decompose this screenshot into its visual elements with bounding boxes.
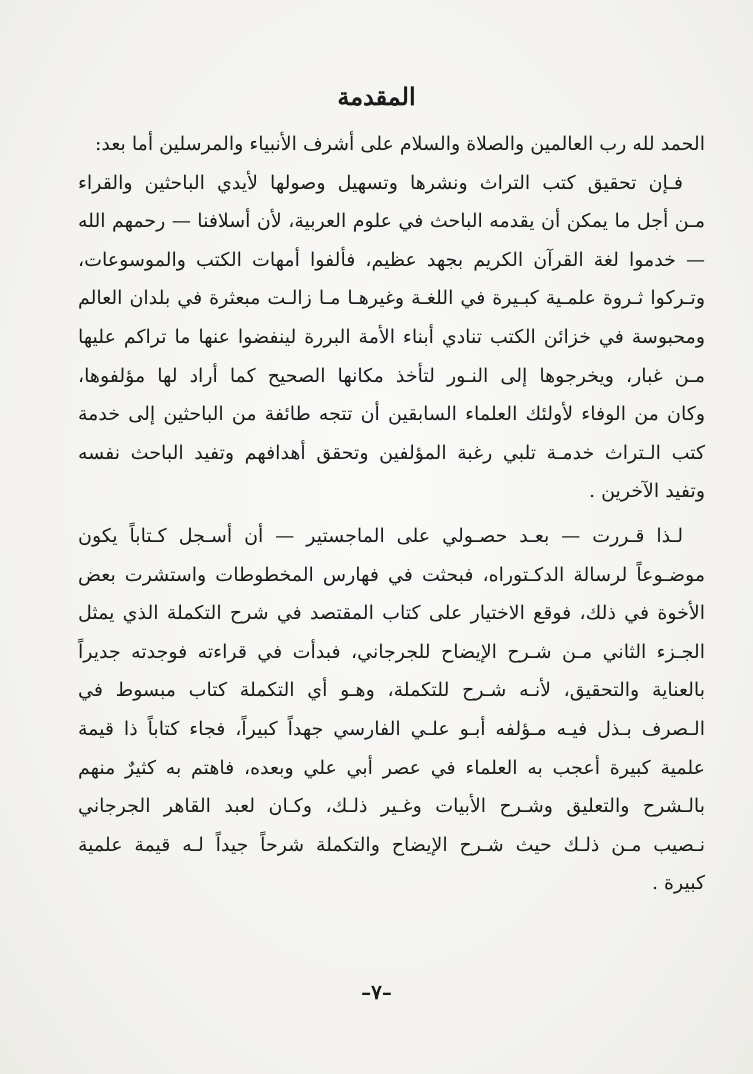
text-line: ومحبوسة في خزائن الكتب تنادي أبناء الأمة البررة لينفضوا عنها ما تراكم عليها xyxy=(78,325,705,348)
paragraph-decision xyxy=(78,517,705,903)
text-line: بالـشرح والتعليق وشـرح الأبيات وغـير ذلـك، وكـان لعبد القاهر الجرجاني xyxy=(78,795,705,818)
paragraph-opening xyxy=(78,125,705,164)
page-title: المقدمة xyxy=(337,82,416,111)
text-line: الـصرف بـذل فيـه مـؤلفه أبـو علـي الفارسي جهداً كبيراً، فجاء كتاباً ذا قيمة xyxy=(78,717,705,740)
text-line: الأخوة في ذلك، فوقع الاختيار على كتاب المقتصد في شرح التكملة الذي يمثل xyxy=(78,602,705,625)
text-line: فـإن تحقيق كتب التراث ونشرها وتسهيل وصولها لأيدي الباحثين والقراء xyxy=(78,171,683,194)
text-line: كتب الـتراث خدمـة تلبي رغبة المؤلفين وتحقق أهدافهم وتفيد الباحث نفسه xyxy=(78,441,705,464)
text-line: موضـوعاً لرسالة الدكـتوراه، فبحثت في فهارس المخطوطات واستشرت بعض xyxy=(78,563,705,586)
text-line: لـذا قـررت — بعـد حصـولي على الماجستير — أن أسـجل كـتاباً يكون xyxy=(78,524,683,547)
text-line: وكان من الوفاء لأولئك العلماء السابقين أن تتجه طائفة من الباحثين إلى خدمة xyxy=(78,403,705,426)
text-line: وتفيد الآخرين . xyxy=(589,480,705,503)
text-line: بالعناية والتحقيق، لأنـه شـرح للتكملة، وهـو أي التكملة كتاب مبسوط في xyxy=(78,679,705,702)
text-line: وتـركوا ثـروة علمـية كبـيرة في اللغـة وغيرهـا مـا زالـت مبعثرة في بلدان العالم xyxy=(78,287,705,310)
text-line: مـن أجل ما يمكن أن يقدمه الباحث في علوم العربية، لأن أسلافنا — رحمهم الله xyxy=(78,210,705,233)
body-text xyxy=(78,125,705,903)
text-line: الحمد لله رب العالمين والصلاة والسلام على أشرف الأنبياء والمرسلين أما بعد: xyxy=(95,133,705,155)
text-line: الجـزء الثاني مـن شـرح الإيضاح للجرجاني، فبدأت في قراءته فوجدته جديراً xyxy=(78,640,705,663)
paragraph-heritage xyxy=(78,164,705,511)
text-line: مـن غبار، ويخرجوها إلى النـور لتأخذ مكانها الصحيح كما أراد لها مؤلفوها، xyxy=(78,364,705,387)
page-number: –٧– xyxy=(361,980,392,1004)
text-line: نـصيب مـن ذلـك حيث شـرح الإيضاح والتكملة شرحاً جيداً لـه قيمة علمية xyxy=(78,833,705,856)
text-line: علمية كبيرة أعجب به العلماء في عصر أبي علي وبعده، فاهتم به كثيرٌ منهم xyxy=(78,756,705,779)
text-line: كبيرة . xyxy=(651,872,705,895)
text-line: — خدموا لغة القرآن الكريم بجهد عظيم، فألفوا أمهات الكتب والموسوعات، xyxy=(78,248,705,271)
